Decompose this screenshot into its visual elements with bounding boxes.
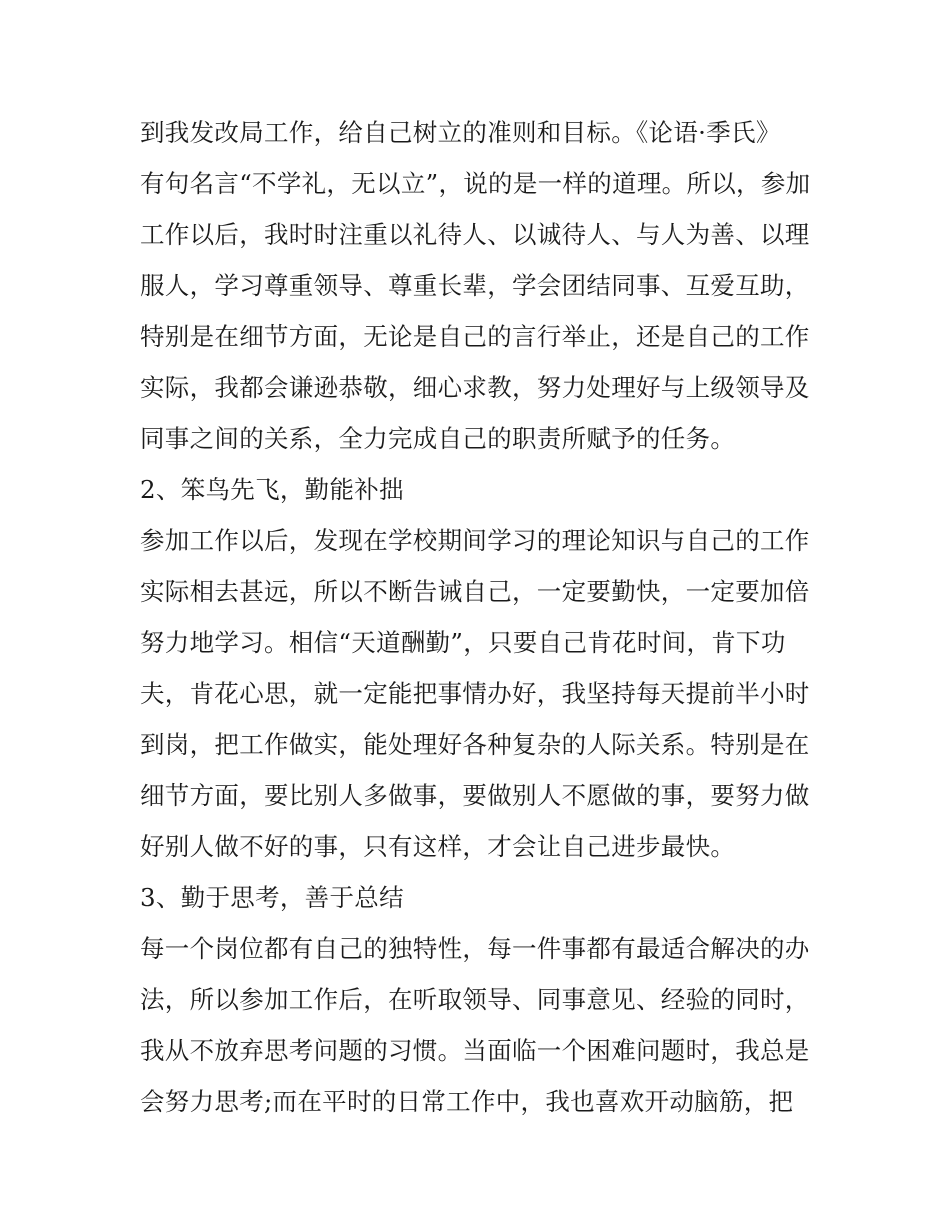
text-line: 好别人做不好的事，只有这样，才会让自己进步最快。 xyxy=(140,832,736,861)
section-heading-2: 2、笨鸟先飞，勤能补拙 xyxy=(140,475,404,504)
section-heading-3: 3、勤于思考，善于总结 xyxy=(140,883,404,912)
text-line: 到岗，把工作做实，能处理好各种复杂的人际关系。特别是在 xyxy=(140,730,810,759)
text-line: 会努力思考;而在平时的日常工作中，我也喜欢开动脑筋，把 xyxy=(140,1087,794,1116)
text-line: 实际，我都会谦逊恭敬，细心求教，努力处理好与上级领导及 xyxy=(140,373,810,402)
text-line: 每一个岗位都有自己的独特性，每一件事都有最适合解决的办 xyxy=(140,934,810,963)
text-line: 到我发改局工作，给自己树立的准则和目标。《论语·季氏》 xyxy=(140,118,781,147)
text-line: 实际相去甚远，所以不断告诫自己，一定要勤快，一定要加倍 xyxy=(140,577,810,606)
text-line: 工作以后，我时时注重以礼待人、以诚待人、与人为善、以理 xyxy=(140,220,810,249)
text-line: 同事之间的关系，全力完成自己的职责所赋予的任务。 xyxy=(140,424,736,453)
text-line: 服人，学习尊重领导、尊重长辈，学会团结同事、互爱互助， xyxy=(140,271,810,300)
text-line: 努力地学习。相信“天道酬勤”，只要自己肯花时间，肯下功 xyxy=(140,628,786,657)
text-line: 夫，肯花心思，就一定能把事情办好，我坚持每天提前半小时 xyxy=(140,679,810,708)
text-line: 我从不放弃思考问题的习惯。当面临一个困难问题时，我总是 xyxy=(140,1036,810,1065)
text-line: 参加工作以后，发现在学校期间学习的理论知识与自己的工作 xyxy=(140,526,810,555)
text-line: 有句名言“不学礼，无以立”，说的是一样的道理。所以，参加 xyxy=(140,169,811,198)
document-body xyxy=(140,107,820,1127)
text-line: 特别是在细节方面，无论是自己的言行举止，还是自己的工作 xyxy=(140,322,810,351)
text-line: 细节方面，要比别人多做事，要做别人不愿做的事，要努力做 xyxy=(140,781,810,810)
text-line: 法，所以参加工作后，在听取领导、同事意见、经验的同时， xyxy=(140,985,810,1014)
